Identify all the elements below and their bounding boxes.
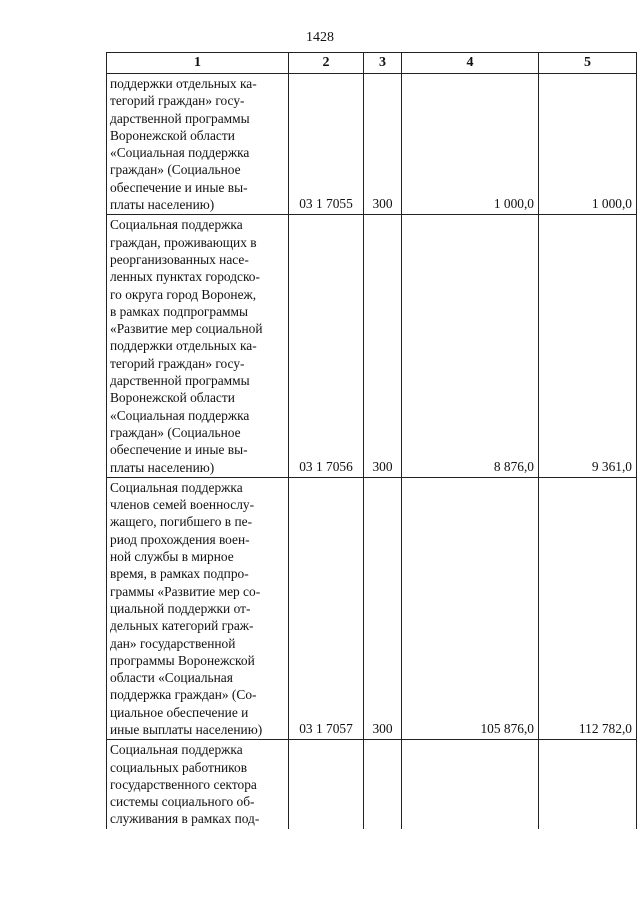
row-group [364, 740, 402, 829]
row-amount-col5: 112 782,0 [539, 477, 637, 739]
row-code: 03 1 7055 [289, 74, 364, 215]
description-line: платы населению) [110, 197, 215, 213]
row-amount-col4: 105 876,0 [402, 477, 539, 739]
description-line: дарственной программы [110, 110, 250, 126]
description-line: обеспечение и иные вы- [110, 179, 248, 195]
description-line: дельных категорий граж- [110, 618, 254, 634]
description-line: время, в рамках подпро- [110, 566, 249, 582]
description-line: иные выплаты населению) [110, 721, 263, 737]
row-amount-col5: 9 361,0 [539, 215, 637, 477]
row-group: 300 [364, 74, 402, 215]
header-cell-4: 4 [402, 53, 539, 74]
budget-table [106, 52, 637, 829]
description-line: граждан, проживающих в [110, 234, 257, 250]
row-description [107, 74, 289, 215]
header-cell-2: 2 [289, 53, 364, 74]
table-row [107, 74, 637, 215]
row-amount-col5 [539, 740, 637, 829]
description-line: платы населению) [110, 459, 215, 475]
description-line: Воронежской области [110, 390, 235, 406]
description-line: в рамках подпрограммы [110, 303, 248, 319]
header-cell-5: 5 [539, 53, 637, 74]
table-body [107, 74, 637, 829]
page-number: 1428 [306, 30, 334, 45]
row-description [107, 215, 289, 477]
description-line: ленных пунктах городско- [110, 269, 260, 285]
row-group: 300 [364, 477, 402, 739]
description-line: реорганизованных насе- [110, 251, 249, 267]
description-line: поддержки отдельных ка- [110, 76, 257, 91]
description-line: членов семей военнослу- [110, 497, 255, 513]
description-line: ной службы в мирное [110, 549, 234, 565]
description-line: граждан» (Социальное [110, 424, 241, 440]
description-line: Воронежской области [110, 127, 235, 143]
row-amount-col4: 1 000,0 [402, 74, 539, 215]
row-group: 300 [364, 215, 402, 477]
description-line: дарственной программы [110, 373, 250, 389]
table-row [107, 740, 637, 829]
description-line: системы социального об- [110, 794, 255, 810]
description-line: «Развитие мер социальной [110, 321, 263, 337]
row-description [107, 477, 289, 739]
table-row [107, 215, 637, 477]
row-code: 03 1 7056 [289, 215, 364, 477]
description-line: Социальная поддержка [110, 742, 243, 758]
description-line: циальной поддержки от- [110, 600, 251, 616]
description-line: циальное обеспечение и [110, 704, 249, 720]
description-line: го округа город Воронеж, [110, 286, 257, 302]
header-cell-3: 3 [364, 53, 402, 74]
row-amount-col5: 1 000,0 [539, 74, 637, 215]
description-line: граммы «Развитие мер со- [110, 583, 261, 599]
header-row [107, 53, 637, 74]
description-line: «Социальная поддержка [110, 145, 250, 161]
row-code: 03 1 7057 [289, 477, 364, 739]
row-description [107, 740, 289, 829]
row-code [289, 740, 364, 829]
description-line: поддержка граждан» (Со- [110, 687, 257, 703]
row-amount-col4 [402, 740, 539, 829]
description-line: государственного сектора [110, 776, 257, 792]
description-line: Социальная поддержка [110, 479, 243, 495]
description-line: области «Социальная [110, 670, 233, 686]
description-line: Социальная поддержка [110, 217, 243, 233]
description-line: поддержки отдельных ка- [110, 338, 257, 354]
table-row [107, 477, 637, 739]
description-line: обеспечение и иные вы- [110, 442, 248, 458]
header-cell-1: 1 [107, 53, 289, 74]
row-amount-col4: 8 876,0 [402, 215, 539, 477]
description-line: служивания в рамках под- [110, 811, 260, 827]
description-line: риод прохождения воен- [110, 531, 250, 547]
description-line: программы Воронежской [110, 652, 255, 668]
description-line: «Социальная поддержка [110, 407, 250, 423]
description-line: тегорий граждан» госу- [110, 93, 245, 109]
description-line: социальных работников [110, 759, 248, 775]
description-line: дан» государственной [110, 635, 236, 651]
description-line: граждан» (Социальное [110, 162, 241, 178]
description-line: тегорий граждан» госу- [110, 355, 245, 371]
description-line: жащего, погибшего в пе- [110, 514, 253, 530]
